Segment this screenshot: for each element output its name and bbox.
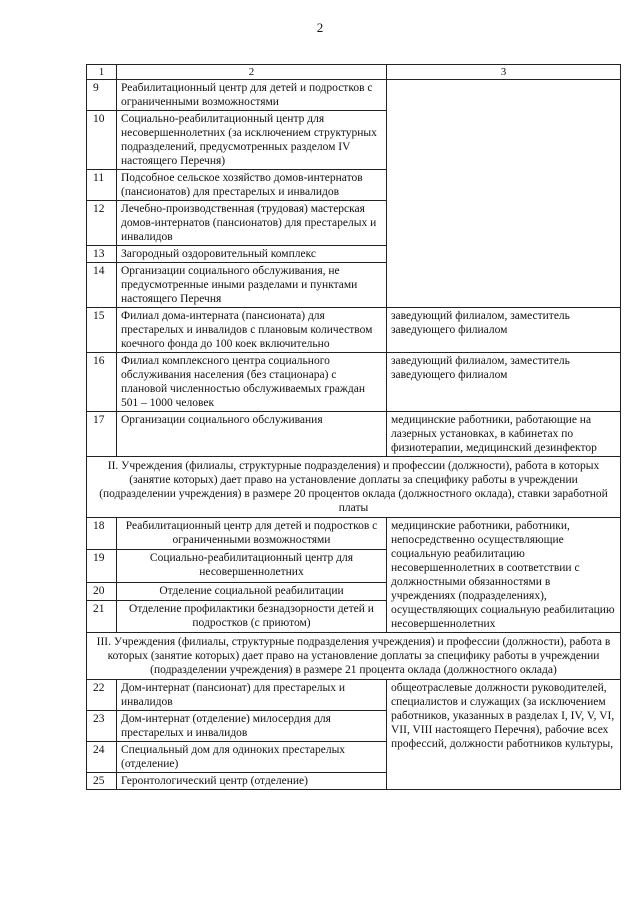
row-institution: Филиал комплексного центра социального обслуживания населения (без стационара) с плановой численностью обслуживаемых граждан 501 – 1000 человек: [117, 353, 387, 412]
row-number: 17: [87, 412, 117, 457]
header-col-2: 2: [117, 65, 387, 80]
table-row: [87, 680, 621, 711]
row-institution: Социально-реабилитационный центр для несовершеннолетних: [117, 550, 387, 582]
row-number: 12: [87, 201, 117, 246]
row-institution: Геронтологический центр (отделение): [117, 773, 387, 790]
table-row: [87, 80, 621, 111]
row-positions: заведующий филиалом, заместитель заведующего филиалом: [387, 308, 621, 353]
row-number: 19: [87, 550, 117, 582]
row-institution: Отделение социальной реабилитации: [117, 582, 387, 600]
row-number: 20: [87, 582, 117, 600]
row-number: 24: [87, 742, 117, 773]
header-col-3: 3: [387, 65, 621, 80]
table-row: [87, 412, 621, 457]
row-positions: медицинские работники, работники, непосредственно осуществляющие социальную реабилитацию несовершеннолетних в соответствии с должностными обязанностями в учреждениях (подразделениях), осуществляющих социальную реабилитацию несовершеннолетних: [387, 518, 621, 633]
row-positions: медицинские работники, работающие на лазерных установках, в кабинетах по физиотерапии, медицинский дезинфектор: [387, 412, 621, 457]
row-institution: Лечебно-производственная (трудовая) мастерская домов-интернатов (пансионатов) для престарелых и инвалидов: [117, 201, 387, 246]
header-col-1: 1: [87, 65, 117, 80]
row-institution: Отделение профилактики безнадзорности детей и подростков (с приютом): [117, 600, 387, 632]
section-header-row: [87, 457, 621, 518]
row-number: 25: [87, 773, 117, 790]
row-institution: Филиал дома-интерната (пансионата) для престарелых и инвалидов с плановым количеством коечного фонда до 100 коек включительно: [117, 308, 387, 353]
row-number: 18: [87, 518, 117, 550]
row-number: 15: [87, 308, 117, 353]
row-number: 16: [87, 353, 117, 412]
positions-table: [86, 64, 621, 790]
row-institution: Реабилитационный центр для детей и подростков с ограниченными возможностями: [117, 80, 387, 111]
table-row: [87, 308, 621, 353]
row-institution: Организации социального обслуживания: [117, 412, 387, 457]
row-institution: Подсобное сельское хозяйство домов-интернатов (пансионатов) для престарелых и инвалидов: [117, 170, 387, 201]
row-institution: Дом-интернат (пансионат) для престарелых и инвалидов: [117, 680, 387, 711]
row-institution: Специальный дом для одиноких престарелых (отделение): [117, 742, 387, 773]
page-number: 2: [316, 20, 324, 35]
row-number: 22: [87, 680, 117, 711]
row-number: 14: [87, 263, 117, 308]
row-number: 9: [87, 80, 117, 111]
row-number: 13: [87, 246, 117, 263]
row-positions-empty: [387, 80, 621, 308]
row-positions: общеотраслевые должности руководителей, специалистов и служащих (за исключением работников, указанных в разделах I, IV, V, VI, VII, VIII настоящего Перечня), рабочие всех профессий, должности работников культуры,: [387, 680, 621, 790]
table-header-row: [87, 65, 621, 80]
row-number: 23: [87, 711, 117, 742]
row-institution: Организации социального обслуживания, не предусмотренные иными разделами и пунктами настоящего Перечня: [117, 263, 387, 308]
row-number: 11: [87, 170, 117, 201]
section-2-title: II. Учреждения (филиалы, структурные подразделения) и профессии (должности), работа в которых (занятие которых) дает право на установление доплаты за специфику работы в учреждении (подразделении учреждения) в размере 20 процентов оклада (должностного оклада), ставки заработной платы: [87, 457, 621, 518]
row-institution: Социально-реабилитационный центр для несовершеннолетних (за исключением структурных подразделений, предусмотренных разделом IV настоящего Перечня): [117, 111, 387, 170]
table-row: [87, 518, 621, 550]
row-institution: Дом-интернат (отделение) милосердия для престарелых и инвалидов: [117, 711, 387, 742]
row-number: 10: [87, 111, 117, 170]
row-positions: заведующий филиалом, заместитель заведующего филиалом: [387, 353, 621, 412]
row-number: 21: [87, 600, 117, 632]
section-3-title: III. Учреждения (филиалы, структурные подразделения учреждения) и профессии (должности), работа в которых (занятие которых) дает право на установление доплаты за специфику работы в учреждении (подразделении учреждения) в размере 21 процента оклада (должностного оклада): [87, 633, 621, 680]
row-institution: Загородный оздоровительный комплекс: [117, 246, 387, 263]
table-row: [87, 353, 621, 412]
section-header-row: [87, 633, 621, 680]
row-institution: Реабилитационный центр для детей и подростков с ограниченными возможностями: [117, 518, 387, 550]
